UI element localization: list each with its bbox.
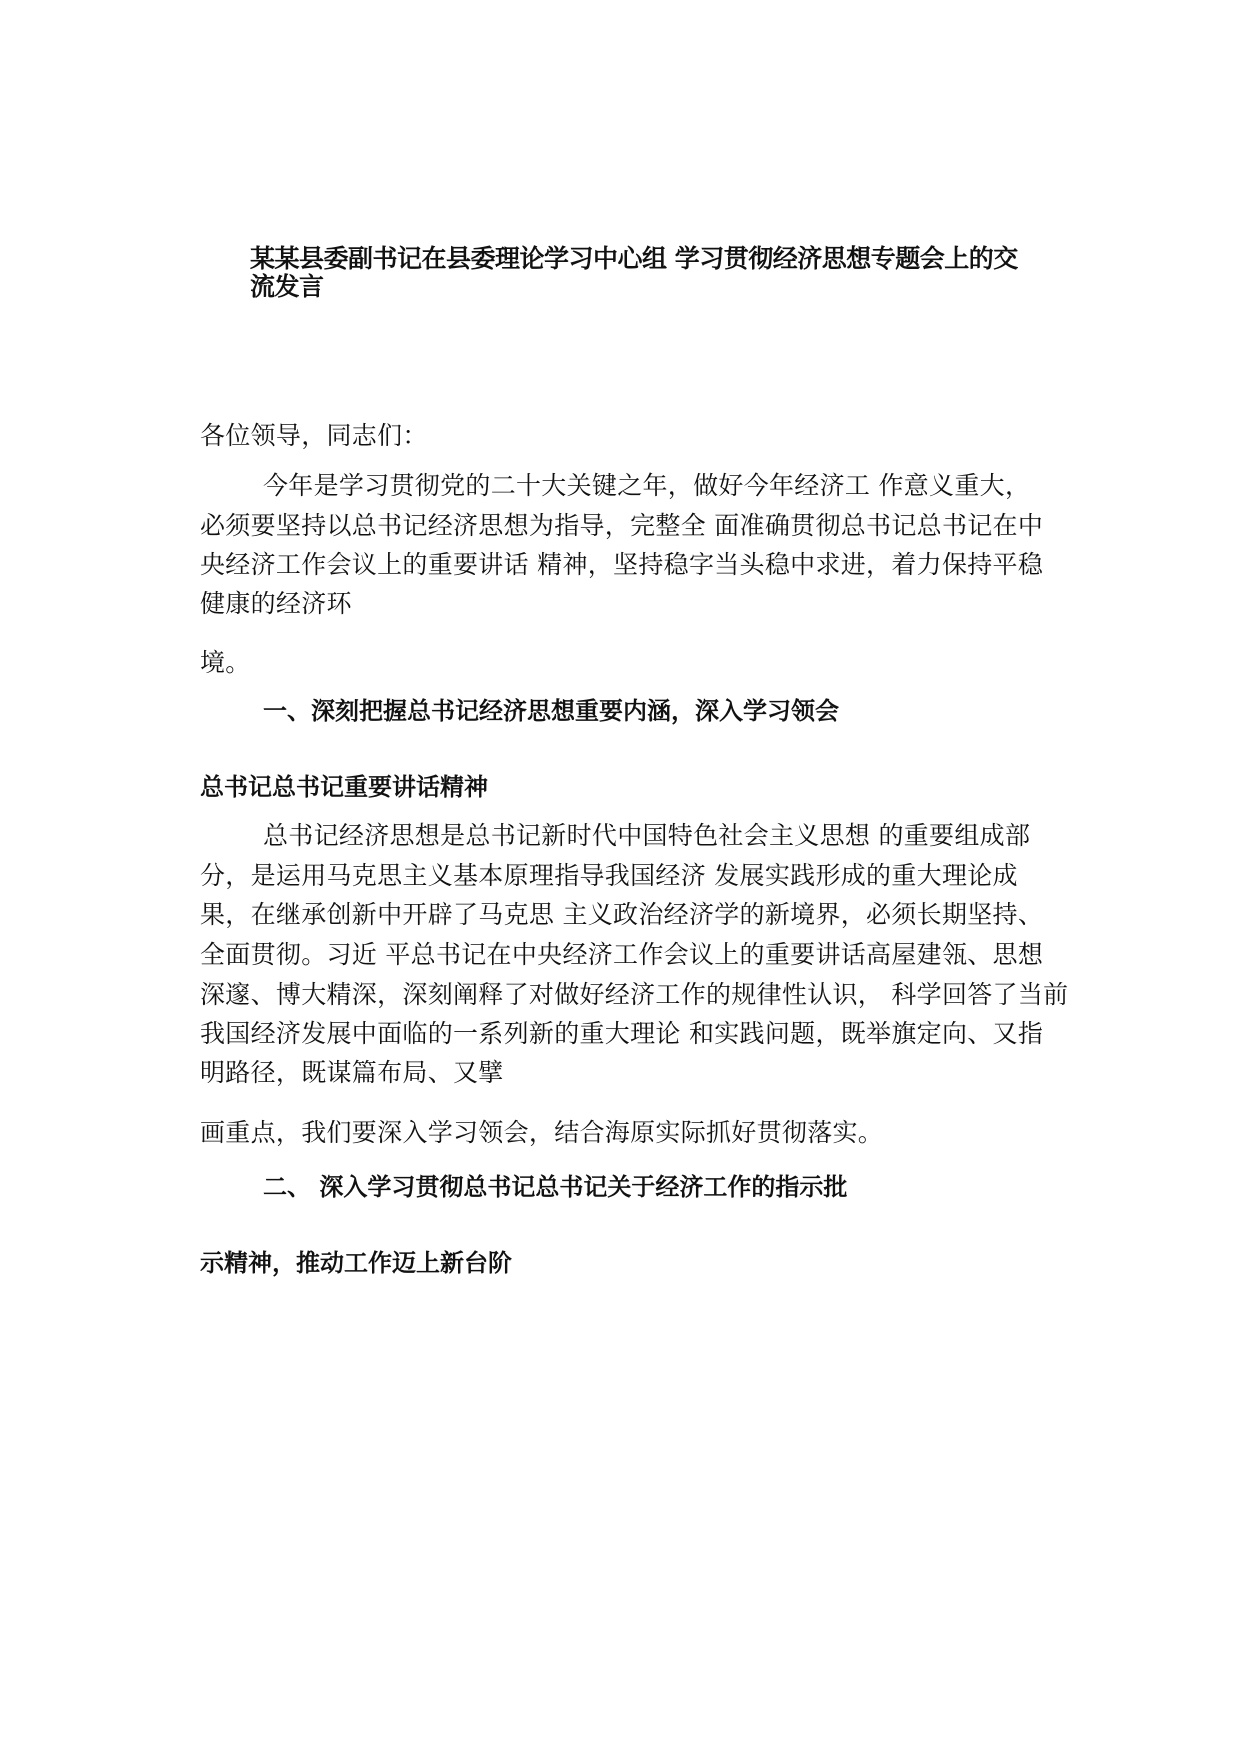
section-2-heading-line-2: 示精神，推动工作迈上新台阶 [200, 1249, 512, 1277]
intro-line-1: 今年是学习贯彻党的二十大关键之年，做好今年经济工 作意义重大， [263, 471, 1031, 500]
salutation: 各位领导，同志们： [200, 421, 428, 450]
section-1-heading-line-1: 一、深刻把握总书记经济思想重要内涵，深入学习领会 [263, 697, 839, 725]
section-1-body-line-2: 分，是运用马克思主义基本原理指导我国经济 发展实践形成的重大理论成 [200, 861, 1018, 890]
title-line-1: 某某县委副书记在县委理论学习中心组 学习贯彻经济思想专题会上的交 [250, 244, 1018, 273]
section-1-body-line-7: 明路径，既谋篇布局、又擘 [200, 1058, 504, 1087]
document-title [250, 245, 1030, 301]
section-1-heading-line-2: 总书记总书记重要讲话精神 [200, 773, 488, 801]
intro-line-2: 必须要坚持以总书记经济思想为指导，完整全 面准确贯彻总书记总书记在中 [200, 511, 1044, 540]
section-1-body-line-5: 深邃、博大精深，深刻阐释了对做好经济工作的规律性认识， 科学回答了当前 [200, 980, 1069, 1009]
section-1-body-line-4: 全面贯彻。习近 平总书记在中央经济工作会议上的重要讲话高屋建瓴、思想 [200, 940, 1044, 969]
intro-line-4: 健康的经济环 [200, 589, 352, 618]
section-1-body-line-6: 我国经济发展中面临的一系列新的重大理论 和实践问题，既举旗定向、又指 [200, 1019, 1044, 1048]
intro-line-3: 央经济工作会议上的重要讲话 精神，坚持稳字当头稳中求进，着力保持平稳 [200, 550, 1044, 579]
title-line-2: 流发言 [250, 272, 324, 301]
section-1-body-line-3: 果，在继承创新中开辟了马克思 主义政治经济学的新境界，必须长期坚持、 [200, 900, 1044, 929]
intro-line-5: 境。 [200, 648, 251, 677]
section-1-body-line-8: 画重点，我们要深入学习领会，结合海原实际抓好贯彻落实。 [200, 1118, 884, 1147]
section-2-heading-line-1: 二、 深入学习贯彻总书记总书记关于经济工作的指示批 [263, 1173, 848, 1201]
section-1-body-line-1: 总书记经济思想是总书记新时代中国特色社会主义思想 的重要组成部 [263, 821, 1031, 850]
